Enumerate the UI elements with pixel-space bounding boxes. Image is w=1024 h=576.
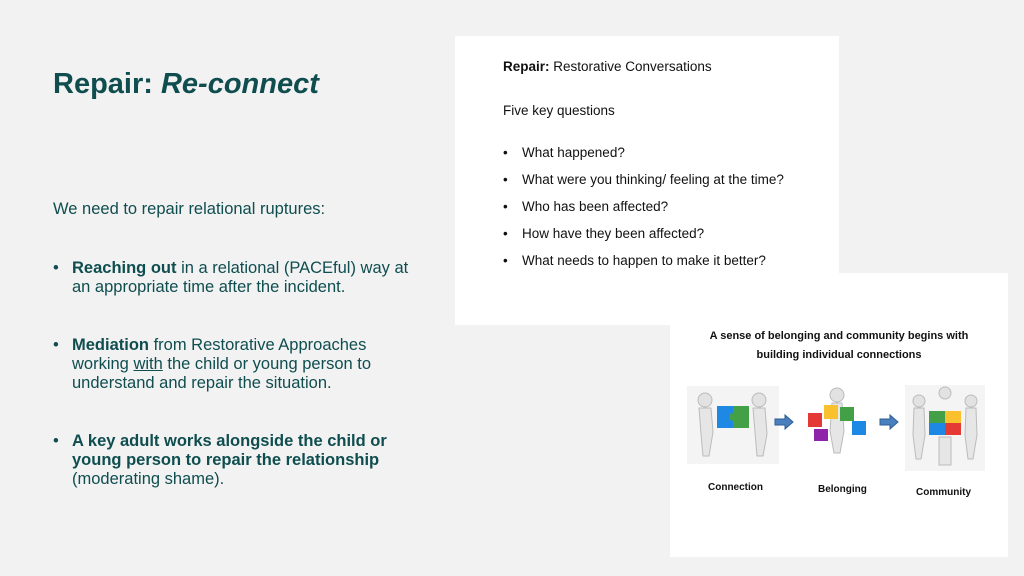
arrow-icon bbox=[774, 414, 794, 430]
question-item: • What needs to happen to make it better? bbox=[503, 253, 766, 268]
belonging-card bbox=[670, 273, 1008, 557]
arrow-icon bbox=[879, 414, 899, 430]
bullet-marker: • bbox=[53, 432, 59, 450]
card-heading: Repair: Restorative Conversations bbox=[503, 59, 712, 74]
bullet-text: in a relational (PACEful) way at an appropriate time after the incident. bbox=[72, 259, 409, 296]
label-community: Community bbox=[916, 487, 971, 498]
community-illustration bbox=[905, 385, 985, 471]
connection-illustration bbox=[687, 386, 779, 464]
belonging-illustration bbox=[802, 385, 872, 457]
underlined-word: with bbox=[133, 355, 163, 373]
label-belonging: Belonging bbox=[818, 484, 867, 495]
bullet-marker: • bbox=[53, 259, 59, 277]
belonging-title: A sense of belonging and community begins with building individual connections bbox=[709, 330, 969, 361]
card-subheading: Five key questions bbox=[503, 103, 615, 118]
question-item: • What happened? bbox=[503, 145, 625, 160]
intro-text: We need to repair relational ruptures: bbox=[53, 200, 326, 218]
bullet-text: from Restorative Approaches working bbox=[72, 336, 367, 373]
bullet-bold: A key adult works alongside the child or young person to repair the relationship bbox=[72, 432, 387, 469]
bullet-marker: • bbox=[53, 336, 59, 354]
bullet-bold: Mediation bbox=[72, 336, 149, 354]
bullet-bold: Reaching out bbox=[72, 259, 177, 277]
question-item: • What were you thinking/ feeling at the time? bbox=[503, 172, 784, 187]
title-emphasis: Re-connect bbox=[160, 68, 319, 100]
bullet-text: the child or young person to understand and repair the situation. bbox=[72, 355, 372, 392]
bullet-mediation bbox=[53, 336, 423, 393]
label-connection: Connection bbox=[708, 482, 763, 493]
question-list bbox=[503, 145, 784, 280]
bullet-key-adult bbox=[53, 432, 423, 489]
question-item: • Who has been affected? bbox=[503, 199, 669, 214]
page-title: Repair: Re-connect bbox=[53, 68, 319, 100]
question-item: • How have they been affected? bbox=[503, 226, 705, 241]
bullet-reaching-out bbox=[53, 259, 423, 297]
bullet-text: (moderating shame). bbox=[72, 470, 225, 488]
